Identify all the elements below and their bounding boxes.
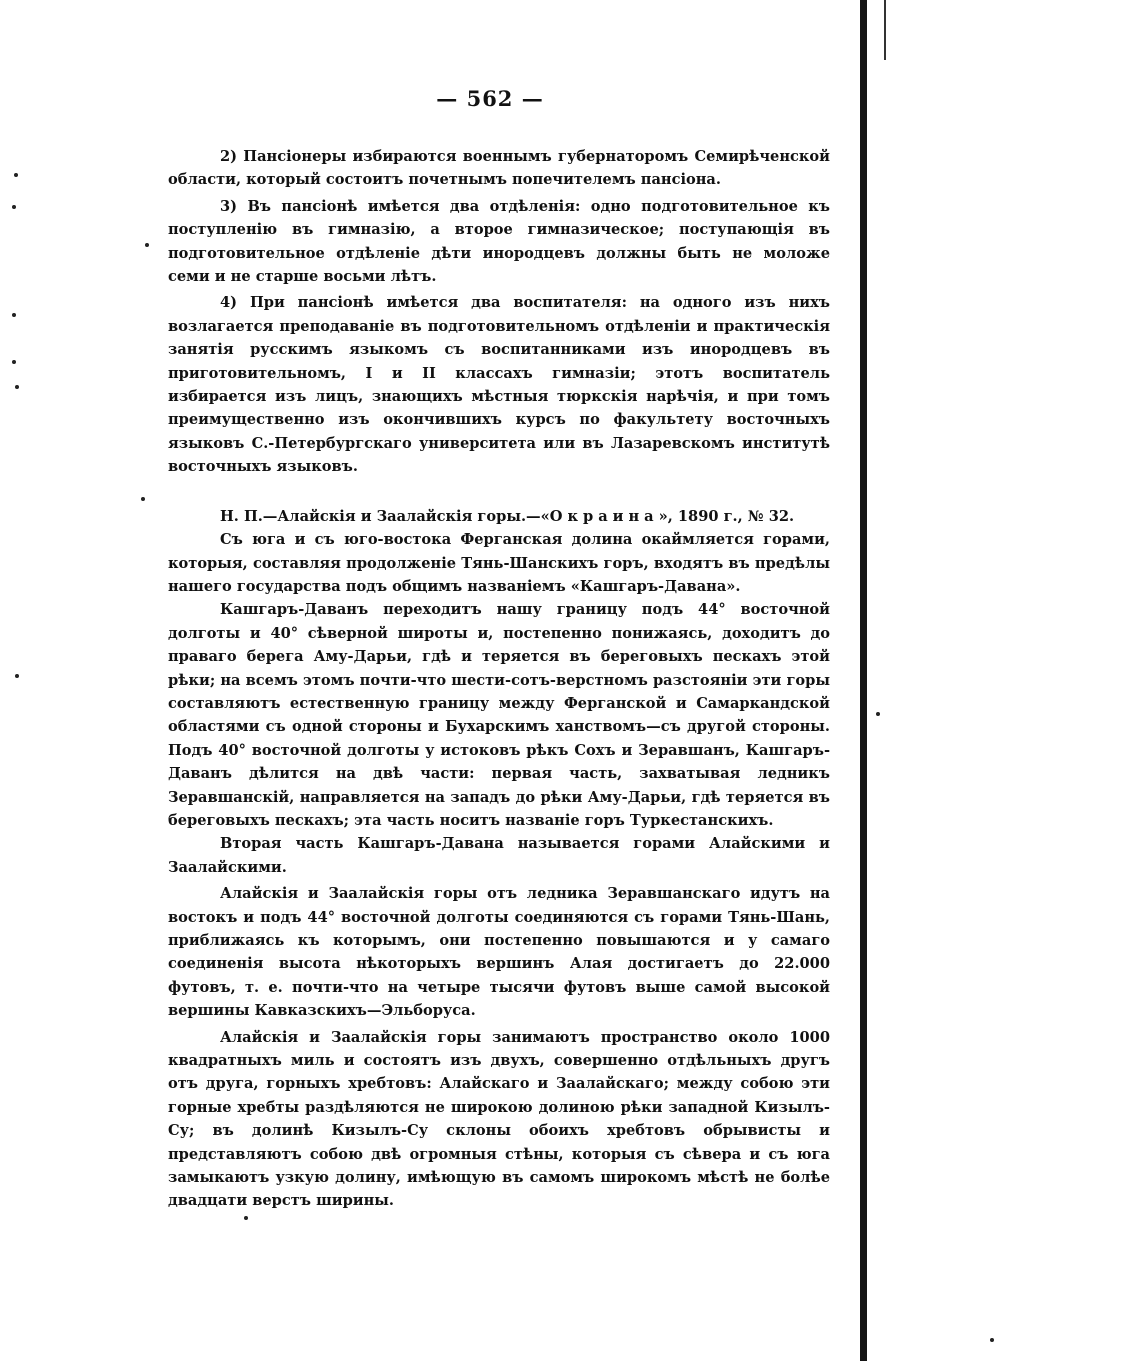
article-heading-prefix: Н. П.—Алайскія и Заалайскія горы.—« xyxy=(220,507,550,525)
scan-speck xyxy=(12,205,16,209)
paragraph-a: Съ юга и съ юго-востока Ферганская долина окаймляется горами, которыя, составляя продолженіе Тянь-Шанскихъ горъ, входятъ въ предѣлы нашего государства подъ общимъ названіемъ «Кашгаръ-Давана». xyxy=(168,531,830,595)
page-body xyxy=(168,145,830,1213)
article-source: Окраина xyxy=(549,507,659,525)
scan-speck xyxy=(990,1338,994,1342)
paragraph-b: Кашгаръ-Даванъ переходитъ нашу границу подъ 44° восточной долготы и 40° сѣверной широты и, постепенно понижаясь, доходитъ до праваго берега Аму-Дарьи, гдѣ и теряется въ береговыхъ пескахъ этой рѣки; на всемъ этомъ почти-что шести-сотъ-верстномъ разстояніи эти горы составляютъ естественную границу между Ферганской и Самаркандской областями съ одной стороны и Бухарскимъ ханствомъ—съ другой стороны. Подъ 40° восточной долготы у истоковъ рѣкъ Сохъ и Зеравшанъ, Кашгаръ-Даванъ дѣлится на двѣ части: первая часть, захватывая ледникъ Зеравшанскій, направляется на западъ до рѣки Аму-Дарьи, гдѣ теряется въ береговыхъ пескахъ; эта часть носитъ названіе горъ Туркестанскихъ. xyxy=(168,601,830,829)
paragraph-2: 2) Пансіонеры избираются военнымъ губернаторомъ Семирѣченской области, который состоитъ почетнымъ попечителемъ пансіона. xyxy=(168,148,830,189)
article-heading-suffix: », 1890 г., № 32. xyxy=(658,507,795,525)
paragraph-4: 4) При пансіонѣ имѣется два воспитателя: на одного изъ нихъ возлагается преподаваніе въ подготовительномъ отдѣленіи и практическія занятія русскимъ языкомъ съ воспитанниками изъ инородцевъ въ приготовительномъ, I и II классахъ гимназіи; этотъ воспитатель избирается изъ лицъ, знающихъ мѣстныя тюркскія нарѣчія, и при томъ преимущественно изъ окончившихъ курсъ по факультету восточныхъ языковъ С.-Петербургскаго университета или въ Лазаревскомъ институтѣ восточныхъ языковъ. xyxy=(168,294,830,476)
binding-edge xyxy=(860,0,867,1361)
article-heading xyxy=(168,505,830,528)
scan-speck xyxy=(14,173,18,177)
scan-speck xyxy=(145,243,149,247)
paragraph-e: Алайскія и Заалайскія горы занимаютъ пространство около 1000 квадратныхъ миль и состоятъ изъ двухъ, совершенно отдѣльныхъ другъ отъ друга, горныхъ хребтовъ: Алайскаго и Заалайскаго; между собою эти горные хребты раздѣляются не широкою долиною рѣки западной Кизылъ-Су; въ долинѣ Кизылъ-Су склоны обоихъ хребтовъ обрывисты и представляютъ собою двѣ огромныя стѣны, которыя съ сѣвера и съ юга замыкаютъ узкую долину, имѣющую въ самомъ широкомъ мѣстѣ не болѣе двадцати верстъ ширины. xyxy=(168,1028,830,1210)
paragraph-d: Алайскія и Заалайскія горы отъ ледника Зеравшанскаго идутъ на востокъ и подъ 44° восточной долготы соединяются съ горами Тянь-Шань, приближаясь къ которымъ, они постепенно повышаются и у самаго соединенія высота нѣкоторыхъ вершинъ Алая достигаетъ до 22.000 футовъ, т. е. почти-что на четыре тысячи футовъ выше самой высокой вершины Кавказскихъ—Эльборуса. xyxy=(168,885,830,1020)
paragraph-c: Вторая часть Кашгаръ-Давана называется горами Алайскими и Заалайскими. xyxy=(168,835,830,876)
scan-speck xyxy=(12,360,16,364)
scan-speck xyxy=(15,385,19,389)
scan-speck xyxy=(12,313,16,317)
page-number: — 562 — xyxy=(436,86,544,111)
scan-speck xyxy=(244,1216,248,1220)
scan-speck xyxy=(141,497,145,501)
scan-speck xyxy=(876,712,880,716)
binding-edge-mark xyxy=(884,0,886,60)
paragraph-3: 3) Въ пансіонѣ имѣется два отдѣленія: одно подготовительное къ поступленію въ гимназію, а второе гимназическое; поступающія въ подготовительное отдѣленіе дѣти инородцевъ должны быть не моложе семи и не старше восьми лѣтъ. xyxy=(168,197,830,286)
scan-speck xyxy=(15,674,19,678)
